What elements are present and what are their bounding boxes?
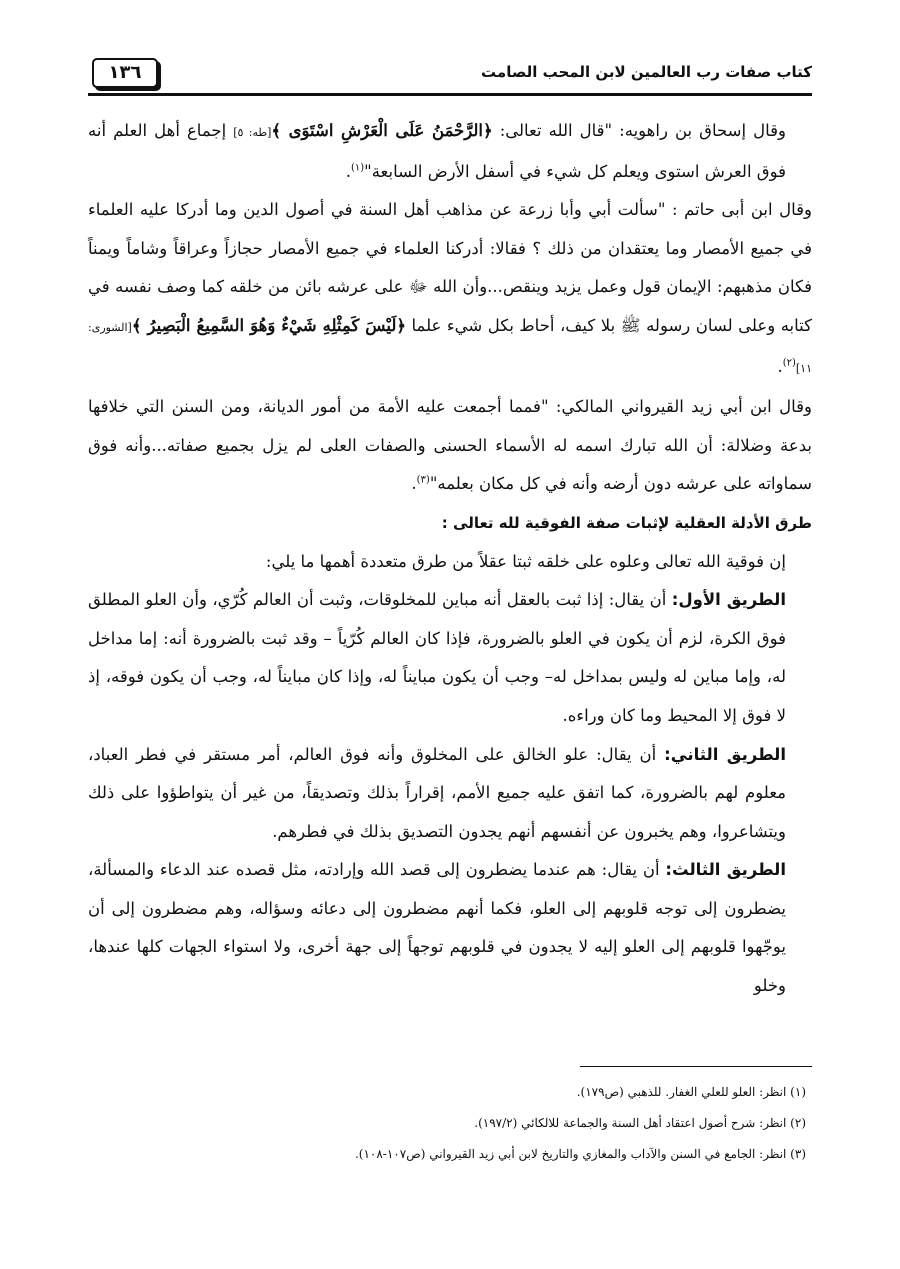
footnote-marker: (٣) (416, 474, 430, 486)
footnote-marker: (٢) (782, 357, 796, 369)
footnote-1: (١) انظر: العلو للعلي الغفار. للذهبي (ص١٧٩). (576, 1085, 806, 1099)
verse-reference: [طه: ٥] (233, 126, 272, 139)
footnotes (88, 1077, 812, 1170)
footnote-2: (٢) انظر: شرح أصول اعتقاد أهل السنة والجماعة للالكائي (١٩٧/٢). (474, 1116, 806, 1130)
way-third: الطريق الثالث: أن يقال: هم عندما يضطرون إلى قصد الله وإرادته، مثل قصده عند الدعاء والمسألة، يضطرون إلى توجه قلوبهم إلى العلو، فكما أنهم مضطرون إلى دعائه وسؤاله، وهم مضطرون إلى أن يوجّهوا قلوبهم إلى العلو إليه لا يجدون في قلوبهم توجهاً إلى جهة أخرى، ولا استواء الجهات كلها عندها، وخلو (88, 860, 787, 996)
page-number: ١٣٦ (92, 58, 158, 88)
paragraph-abi-hatim: وقال ابن أبى حاتم : "سألت أبي وأبا زرعة عن مذاهب أهل السنة في أصول الدين وما أدركا عليه العلماء في جميع الأمصار وما يعتقدان من ذلك ؟ فقالا: أدركنا العلماء في جميع الأمصار حجازاً وعراقاً وشاماً ويمناً فكان مذهبهم: الإيمان قول وعمل يزيد وينقص...وأن الله ﷻ على عرشه بائن من خلقه كما وصف نفسه في كتابه وعلى لسان رسوله ﷺ بلا كيف، أحاط بكل شيء علما ﴿لَيْسَ كَمِثْلِهِ شَيْءٌ وَهُوَ السَّمِيعُ الْبَصِيرُ ﴾[الشورى: ١١]$^{(٢)}$. (88, 200, 812, 376)
main-text (88, 112, 812, 1006)
section-intro: إن فوقية الله تعالى وعلوه على خلقه ثبتا عقلاً من طرق متعددة أهمها ما يلي: (265, 551, 786, 571)
paragraph-qayrawani: وقال ابن أبي زيد القيرواني المالكي: "فمما أجمعت عليه الأمة من أمور الديانة، ومن السنن التي خلافها بدعة وضلالة: أن الله تبارك اسمه له الأسماء الحسنى والصفات العلى لم يزل بجميع صفاته...وأنه فوق سماواته على عرشه دون أرضه وأنه في كل مكان بعلمه"$^{(٣)}$. (88, 397, 812, 494)
quran-verse: ﴿الرَّحْمَنُ عَلَى الْعَرْشِ اسْتَوَى ﴾ (271, 121, 493, 140)
footnote-divider (580, 1066, 812, 1067)
section-heading: طرق الأدلة العقلية لإثبات صفة الفوقية لله تعالى : (441, 513, 812, 532)
book-title: كتاب صفات رب العالمين لابن المحب الصامت (481, 63, 812, 81)
verse-reference: [الشورى: ١١] (88, 320, 812, 375)
way-second: الطريق الثاني: أن يقال: علو الخالق على المخلوق وأنه فوق العالم، أمر مستقر في فطر العباد، معلوم لهم بالضرورة، كما اتفق عليه جميع الأمم، إقراراً بذلك وتصديقاً، من غير أن يتواطؤوا على ذلك ويتشاعروا، وهم يخبرون عن أنفسهم أنهم يجدون التصديق بذلك في فطرهم. (88, 744, 786, 841)
way-label: الطريق الثاني: (664, 744, 786, 764)
way-label: الطريق الأول: (671, 590, 786, 610)
way-first: الطريق الأول: أن يقال: إذا ثبت بالعقل أنه مباين للمخلوقات، وثبت أن العالم كُرّي، وأن العلو المطلق فوق الكرة، لزم أن يكون في العلو بالضرورة، فإذا كان العالم كُرّياً – وقد ثبت بالضرورة أنه: إما مداخل له، وإما مباين له وليس بمداخل له– وجب أن يكون مبايناً له، وإذا كان مبايناً له، وجب أن يكون فوقه، إذ لا فوق إلا المحيط وما كان وراءه. (88, 590, 786, 725)
paragraph-rahawayh: وقال إسحاق بن راهويه: "قال الله تعالى: ﴿الرَّحْمَنُ عَلَى الْعَرْشِ اسْتَوَى ﴾[طه: ٥] إجماع أهل العلم أنه فوق العرش استوى ويعلم كل شيء في أسفل الأرض السابعة"$^{(١)}$. (88, 121, 786, 181)
footnote-3: (٣) انظر: الجامع في السنن والآداب والمغازي والتاريخ لابن أبي زيد القيرواني (ص١٠٧-١٠٨). (354, 1147, 806, 1161)
quran-verse: ﴿لَيْسَ كَمِثْلِهِ شَيْءٌ وَهُوَ السَّمِيعُ الْبَصِيرُ ﴾ (131, 315, 407, 335)
footnote-marker: (١) (350, 162, 365, 174)
page-header (88, 55, 812, 96)
way-label: الطريق الثالث: (665, 860, 787, 880)
